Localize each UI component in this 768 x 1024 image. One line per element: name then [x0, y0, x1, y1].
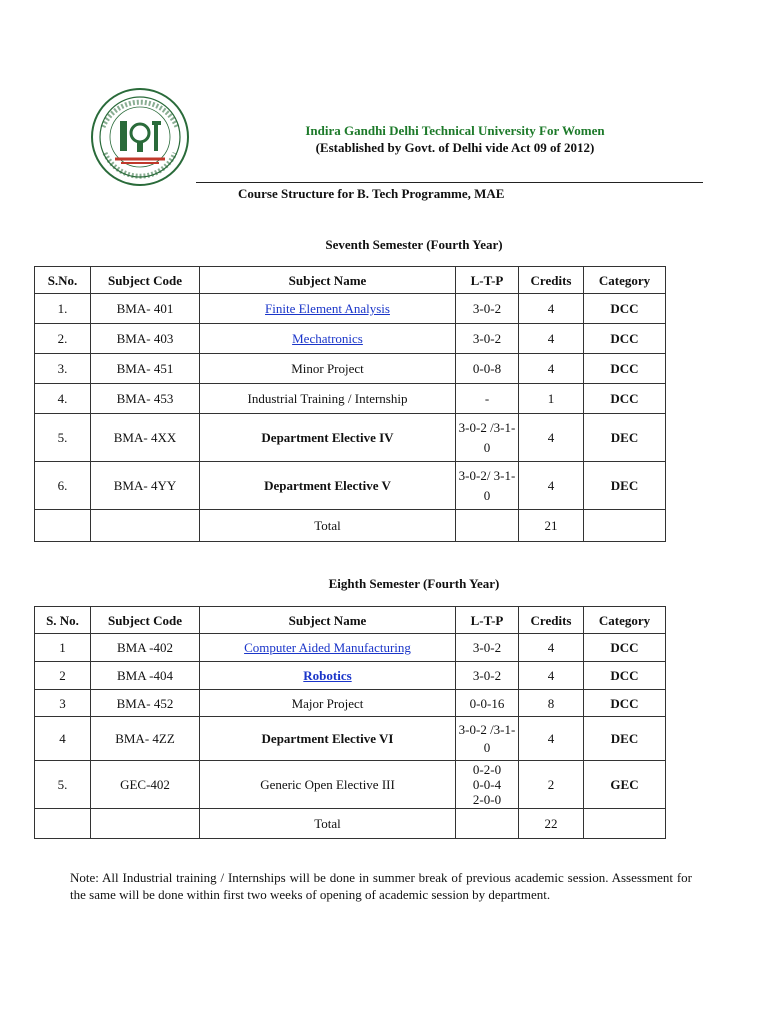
cell-credits: 4 — [519, 324, 584, 354]
table-header-row — [35, 267, 666, 294]
cell-credits: 4 — [519, 717, 584, 761]
cell-category: DCC — [584, 690, 666, 717]
total-credits: 21 — [519, 510, 584, 542]
cell-empty — [91, 809, 200, 839]
col-header-category: Category — [584, 607, 666, 634]
cell-code: BMA- 4ZZ — [91, 717, 200, 761]
cell-empty — [91, 510, 200, 542]
cell-category: DCC — [584, 634, 666, 662]
seventh-semester-title: Seventh Semester (Fourth Year) — [325, 237, 503, 252]
subject-link-robotics[interactable]: Robotics — [303, 668, 352, 683]
col-header-sno: S. No. — [35, 607, 91, 634]
cell-code: BMA- 401 — [91, 294, 200, 324]
table-row — [35, 294, 666, 324]
cell-sno: 4. — [35, 384, 91, 414]
cell-category: GEC — [584, 761, 666, 809]
cell-sno: 4 — [35, 717, 91, 761]
cell-ltp: - — [456, 384, 519, 414]
cell-code: BMA- 452 — [91, 690, 200, 717]
cell-sno: 1. — [35, 294, 91, 324]
cell-code: BMA- 4YY — [91, 462, 200, 510]
cell-credits: 4 — [519, 462, 584, 510]
cell-sno: 3. — [35, 354, 91, 384]
col-header-code: Subject Code — [91, 607, 200, 634]
table-row — [35, 384, 666, 414]
cell-credits: 4 — [519, 634, 584, 662]
cell-name: Department Elective VI — [200, 717, 456, 761]
eighth-semester-title: Eighth Semester (Fourth Year) — [328, 576, 500, 591]
cell-category: DEC — [584, 414, 666, 462]
cell-sno: 5. — [35, 414, 91, 462]
table-row — [35, 717, 666, 761]
cell-category: DCC — [584, 294, 666, 324]
table-row — [35, 634, 666, 662]
cell-code: GEC-402 — [91, 761, 200, 809]
cell-category: DCC — [584, 324, 666, 354]
cell-code: BMA -404 — [91, 662, 200, 690]
table-row — [35, 761, 666, 809]
seventh-semester-table — [34, 266, 666, 542]
table-row — [35, 414, 666, 462]
col-header-category: Category — [584, 267, 666, 294]
eighth-semester-table — [34, 606, 666, 839]
table-row — [35, 462, 666, 510]
cell-ltp — [456, 761, 519, 809]
cell-sno: 1 — [35, 634, 91, 662]
total-credits: 22 — [519, 809, 584, 839]
cell-ltp: 0-0-8 — [456, 354, 519, 384]
col-header-ltp: L-T-P — [456, 607, 519, 634]
col-header-name: Subject Name — [200, 607, 456, 634]
cell-ltp: 3-0-2/ 3-1-0 — [456, 462, 519, 510]
cell-empty — [584, 510, 666, 542]
cell-name: Generic Open Elective III — [200, 761, 456, 809]
cell-name: Department Elective V — [200, 462, 456, 510]
col-header-credits: Credits — [519, 607, 584, 634]
cell-name: Industrial Training / Internship — [200, 384, 456, 414]
cell-empty — [456, 510, 519, 542]
cell-ltp: 3-0-2 — [456, 324, 519, 354]
cell-credits: 8 — [519, 690, 584, 717]
cell-empty — [584, 809, 666, 839]
cell-credits: 2 — [519, 761, 584, 809]
cell-code: BMA -402 — [91, 634, 200, 662]
cell-category: DCC — [584, 384, 666, 414]
table-header-row — [35, 607, 666, 634]
col-header-ltp: L-T-P — [456, 267, 519, 294]
cell-ltp: 3-0-2 — [456, 634, 519, 662]
table-row — [35, 662, 666, 690]
note-text: Note: All Industrial training / Internships will be done in summer break of previous academic session. Assessment for the same will be done within first two weeks of opening of academic session by department. — [70, 870, 692, 902]
col-header-name: Subject Name — [200, 267, 456, 294]
cell-sno: 2 — [35, 662, 91, 690]
ltp-line: 2-0-0 — [472, 792, 502, 807]
cell-ltp: 3-0-2 — [456, 294, 519, 324]
cell-credits: 4 — [519, 414, 584, 462]
col-header-sno: S.No. — [35, 267, 91, 294]
cell-code: BMA- 451 — [91, 354, 200, 384]
university-logo — [81, 87, 199, 187]
cell-sno: 5. — [35, 761, 91, 809]
course-title: Course Structure for B. Tech Programme, MAE — [238, 186, 505, 201]
cell-category: DEC — [584, 717, 666, 761]
col-header-credits: Credits — [519, 267, 584, 294]
subject-link-mechatronics[interactable]: Mechatronics — [292, 331, 363, 346]
cell-code: BMA- 403 — [91, 324, 200, 354]
cell-code: BMA- 4XX — [91, 414, 200, 462]
total-row — [35, 809, 666, 839]
cell-category: DCC — [584, 662, 666, 690]
cell-category: DCC — [584, 354, 666, 384]
total-label: Total — [200, 809, 456, 839]
cell-empty — [35, 809, 91, 839]
cell-empty — [456, 809, 519, 839]
ltp-line: 0-2-0 — [472, 762, 502, 777]
cell-sno: 6. — [35, 462, 91, 510]
cell-ltp: 3-0-2 /3-1-0 — [456, 414, 519, 462]
header-divider — [196, 182, 703, 183]
cell-name: Minor Project — [200, 354, 456, 384]
cell-ltp: 3-0-2 — [456, 662, 519, 690]
ltp-line: 0-0-4 — [472, 777, 502, 792]
cell-ltp: 3-0-2 /3-1-0 — [456, 717, 519, 761]
subject-link-computer-aided-manufacturing[interactable]: Computer Aided Manufacturing — [244, 640, 411, 655]
cell-credits: 4 — [519, 662, 584, 690]
cell-name: Major Project — [200, 690, 456, 717]
cell-name: Department Elective IV — [200, 414, 456, 462]
cell-category: DEC — [584, 462, 666, 510]
cell-ltp: 0-0-16 — [456, 690, 519, 717]
cell-sno: 3 — [35, 690, 91, 717]
cell-credits: 1 — [519, 384, 584, 414]
cell-code: BMA- 453 — [91, 384, 200, 414]
establishment-line: (Established by Govt. of Delhi vide Act 09 of 2012) — [315, 140, 595, 155]
cell-sno: 2. — [35, 324, 91, 354]
cell-empty — [35, 510, 91, 542]
cell-credits: 4 — [519, 294, 584, 324]
col-header-code: Subject Code — [91, 267, 200, 294]
subject-link-finite-element[interactable]: Finite Element Analysis — [265, 301, 390, 316]
total-row — [35, 510, 666, 542]
university-name: Indira Gandhi Delhi Technical University For Women — [305, 123, 605, 138]
table-row — [35, 354, 666, 384]
cell-credits: 4 — [519, 354, 584, 384]
total-label: Total — [200, 510, 456, 542]
table-row — [35, 690, 666, 717]
table-row — [35, 324, 666, 354]
